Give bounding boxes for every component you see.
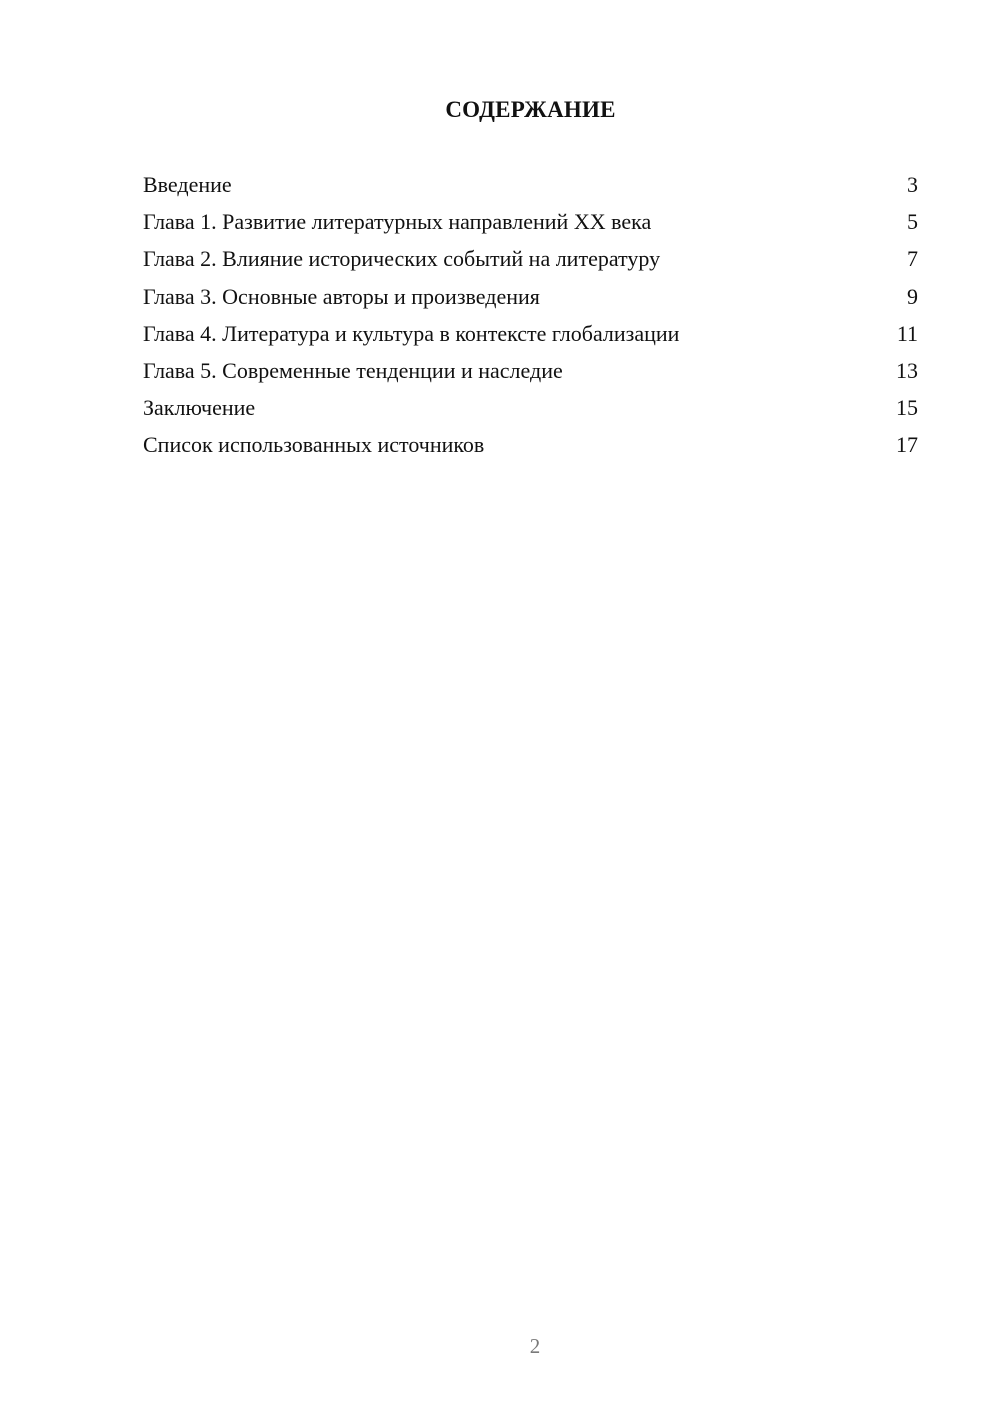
toc-entry-chapter-5[interactable] [143,352,918,389]
toc-entry-page-number: 5 [907,209,918,235]
toc-entry-page-number: 11 [896,320,918,346]
toc-entry-label: Глава 2. Влияние исторических событий на литературу [143,246,661,272]
toc-entry-references[interactable] [143,426,918,463]
toc-entry-chapter-2[interactable] [143,240,918,277]
toc-entry-chapter-1[interactable] [143,203,918,240]
toc-entry-label: Список использованных источников [143,432,485,458]
toc-entry-label: Глава 5. Современные тенденции и наследие [143,357,563,383]
toc-entry-introduction[interactable] [143,166,918,203]
toc-entry-chapter-3[interactable] [143,278,918,315]
toc-entry-label: Глава 3. Основные авторы и произведения [143,283,540,309]
toc-entry-page-number: 9 [907,283,918,309]
toc-entry-conclusion[interactable] [143,389,918,426]
toc-entry-page-number: 15 [896,395,918,421]
toc-entry-label: Глава 1. Развитие литературных направлений XX века [143,209,652,235]
page-number: 2 [529,1334,541,1358]
table-of-contents [143,166,918,464]
toc-entry-label: Введение [143,172,232,197]
toc-entry-chapter-4[interactable] [143,315,918,352]
toc-heading: СОДЕРЖАНИЕ [445,97,616,122]
toc-entry-page-number: 13 [896,357,918,383]
toc-entry-page-number: 17 [896,432,918,458]
toc-entry-label: Заключение [143,395,256,421]
toc-entry-page-number: 7 [907,246,918,272]
toc-entry-page-number: 3 [907,172,918,197]
toc-entry-label: Глава 4. Литература и культура в контексте глобализации [143,320,680,346]
